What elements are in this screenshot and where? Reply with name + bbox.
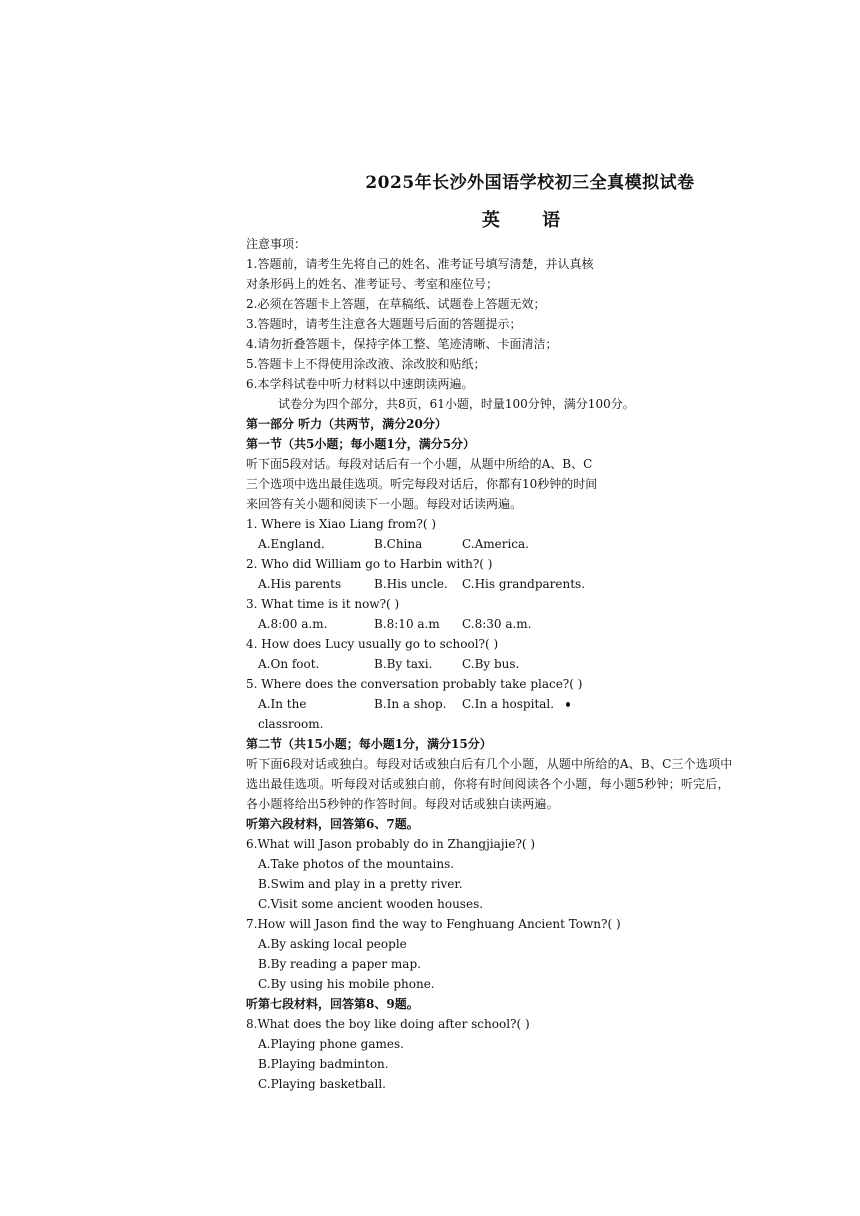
option-c: C.By bus. (462, 657, 520, 671)
question-1: 1. Where is Xiao Liang from?( ) (246, 517, 437, 531)
question-2-options (246, 574, 826, 594)
question-6: 6.What will Jason probably do in Zhangjiajie?( ) (246, 837, 536, 851)
option-c-text: C.In a hospital. (462, 697, 555, 711)
option-b: B.China (374, 537, 423, 551)
notice-item: 6.本学科试卷中听力材料以中速朗读两遍。 (246, 377, 474, 391)
option-b: B.Playing badminton. (258, 1057, 389, 1071)
option-a: A.Take photos of the mountains. (258, 857, 455, 871)
section1-instruction: 三个选项中选出最佳选项。听完每段对话后，你都有10秒钟的时间 (246, 477, 598, 491)
notice-heading: 注意事项： (246, 237, 307, 251)
notice-item: 对条形码上的姓名、准考证号、考室和座位号； (246, 277, 499, 291)
part1-heading: 第一部分 听力（共两节，满分20分） (246, 417, 447, 431)
notice-item: 4.请勿折叠答题卡，保持字体工整、笔迹清晰、卡面清洁； (246, 337, 558, 351)
option-b: B.His uncle. (374, 577, 448, 591)
section2-instruction: 各小题将给出5秒钟的作答时间。每段对话或独白读两遍。 (246, 797, 559, 811)
question-1-options (246, 534, 826, 554)
option-b: B.8:10 a.m (374, 617, 440, 631)
question-2: 2. Who did William go to Harbin with?( ) (246, 557, 493, 571)
option-a: A.8:00 a.m. (258, 617, 328, 631)
question-4: 4. How does Lucy usually go to school?( ) (246, 637, 499, 651)
option-a: A.In the classroom. (258, 697, 324, 731)
option-a: A.On foot. (258, 657, 320, 671)
question-8: 8.What does the boy like doing after school?( ) (246, 1017, 530, 1031)
exam-title: 2025年长沙外国语学校初三全真模拟试卷 (365, 173, 695, 193)
option-c (462, 694, 632, 734)
section1-instruction: 听下面5段对话。每段对话后有一个小题，从题中所给的A、B、C (246, 457, 593, 471)
option-b: B.Swim and play in a pretty river. (258, 877, 463, 891)
notice-summary: 试卷分为四个部分，共8页，61小题，时量100分钟，满分100分。 (278, 397, 635, 411)
material-6-heading: 听第六段材料，回答第6、7题。 (246, 817, 419, 831)
option-b: B.By taxi. (374, 657, 433, 671)
material-7-heading: 听第七段材料，回答第8、9题。 (246, 997, 419, 1011)
section1-heading: 第一节（共5小题；每小题1分，满分5分） (246, 437, 476, 451)
section1-instruction: 来回答有关小题和阅读下一小题。每段对话读两遍。 (246, 497, 523, 511)
option-b: B.By reading a paper map. (258, 957, 421, 971)
option-c: C.By using his mobile phone. (258, 977, 435, 991)
question-3-options (246, 614, 826, 634)
exam-body (246, 234, 826, 1094)
question-4-options (246, 654, 826, 674)
section2-heading: 第二节（共15小题；每小题1分，满分15分） (246, 737, 492, 751)
option-c: C.His grandparents. (462, 577, 586, 591)
option-c: C.8:30 a.m. (462, 617, 532, 631)
question-3: 3. What time is it now?( ) (246, 597, 400, 611)
subject-title: 英 语 (481, 210, 579, 231)
notice-item: 1.答题前，请考生先将自己的姓名、准考证号填写清楚，并认真核 (246, 257, 594, 271)
question-5-options (246, 694, 826, 734)
section2-instruction: 听下面6段对话或独白。每段对话或独白后有几个小题，从题中所给的A、B、C三个选项中 (246, 757, 733, 771)
ink-dot (566, 702, 570, 707)
option-c: C.Playing basketball. (258, 1077, 386, 1091)
question-5: 5. Where does the conversation probably take place?( ) (246, 677, 583, 691)
notice-item: 2.必须在答题卡上答题，在草稿纸、试题卷上答题无效； (246, 297, 546, 311)
option-c: C.America. (462, 537, 529, 551)
question-7: 7.How will Jason find the way to Fenghuang Ancient Town?( ) (246, 917, 621, 931)
option-a: A.By asking local people (258, 937, 407, 951)
option-b: B.In a shop. (374, 697, 447, 711)
notice-item: 5.答题卡上不得使用涂改液、涂改胶和贴纸； (246, 357, 486, 371)
notice-item: 3.答题时，请考生注意各大题题号后面的答题提示； (246, 317, 522, 331)
option-c: C.Visit some ancient wooden houses. (258, 897, 484, 911)
section2-instruction: 选出最佳选项。听每段对话或独白前，你将有时间阅读各个小题，每小题5秒钟；听完后， (246, 777, 730, 791)
option-a: A.His parents (258, 577, 342, 591)
option-a: A.Playing phone games. (258, 1037, 404, 1051)
option-a: A.England. (258, 537, 325, 551)
